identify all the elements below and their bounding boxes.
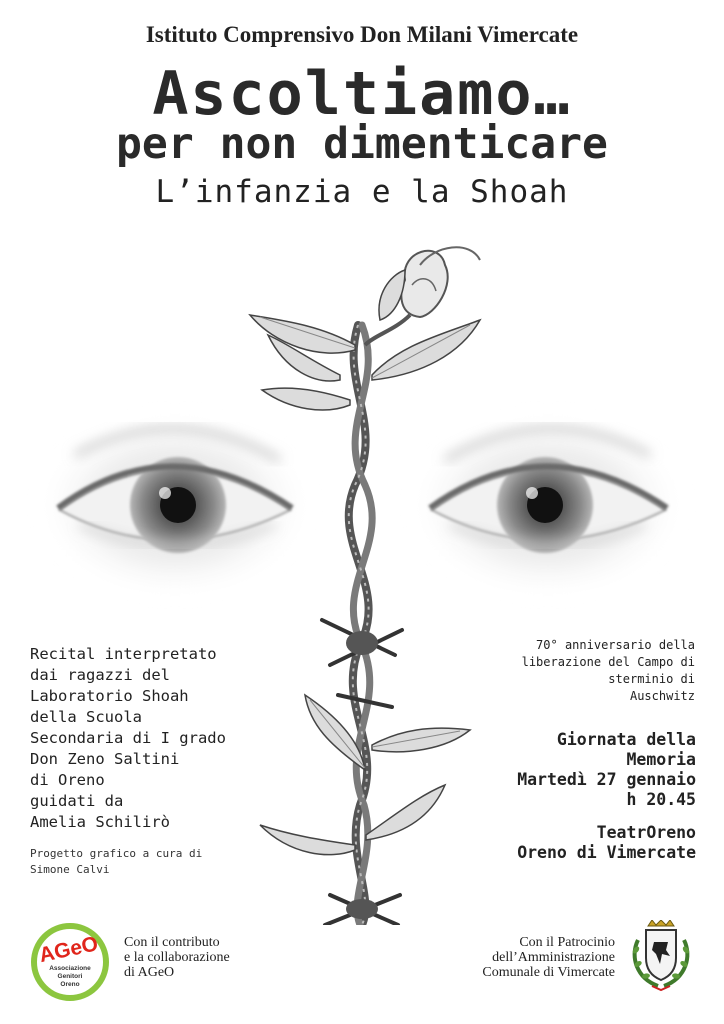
coat-of-arms-icon xyxy=(626,920,696,992)
sponsor-line: Con il contributo xyxy=(124,935,220,950)
subtitle: L’infanzia e la Shoah xyxy=(155,174,569,210)
left-eye xyxy=(35,410,315,600)
event-line: Memoria xyxy=(626,750,696,769)
credit-line: Progetto grafico a cura di xyxy=(30,847,203,860)
ageo-logo xyxy=(30,922,110,1002)
venue-line: TeatrOreno xyxy=(596,823,696,842)
event-date xyxy=(440,730,696,810)
recital-line: della Scuola xyxy=(30,708,142,726)
ageo-logo-sub: Genitori xyxy=(57,973,83,980)
venue-line: Oreno di Vimercate xyxy=(517,843,696,862)
anniversary-line: sterminio di xyxy=(608,672,695,686)
event-line: Martedì 27 gennaio xyxy=(517,770,696,789)
ageo-logo-sub: Associazione xyxy=(49,965,91,972)
recital-line: guidati da xyxy=(30,792,124,810)
sponsor-line: e la collaborazione xyxy=(124,950,230,965)
event-line: h 20.45 xyxy=(626,790,696,809)
institute-name: Istituto Comprensivo Don Milani Vimercate xyxy=(145,22,579,47)
recital-line: di Oreno xyxy=(30,771,105,789)
recital-line: dai ragazzi del xyxy=(30,666,170,684)
anniversary-note xyxy=(460,637,695,705)
graphic-credit xyxy=(30,846,280,878)
ageo-logo-sub: Oreno xyxy=(60,981,80,988)
title-line-1: Ascoltiamo… xyxy=(152,59,572,129)
right-eye xyxy=(408,410,688,600)
event-line: Giornata della xyxy=(556,730,696,749)
recital-description xyxy=(30,644,280,833)
anniversary-line: 70° anniversario della xyxy=(536,638,695,652)
recital-line: Laboratorio Shoah xyxy=(30,687,189,705)
sponsor-line: di AGeO xyxy=(124,965,175,980)
recital-line: Recital interpretato xyxy=(30,645,217,663)
patronage-line: Comunale di Vimercate xyxy=(482,965,615,980)
patronage-line: dell’Amministrazione xyxy=(492,950,615,965)
recital-line: Don Zeno Saltini xyxy=(30,750,180,768)
recital-line: Secondaria di I grado xyxy=(30,729,226,747)
anniversary-line: Auschwitz xyxy=(629,689,695,703)
ageo-logo-text: AGeO xyxy=(37,932,101,968)
patronage-text xyxy=(430,935,615,980)
credit-line: Simone Calvi xyxy=(30,863,110,876)
recital-line: Amelia Schilirò xyxy=(30,813,170,831)
sponsor-text xyxy=(124,935,304,980)
title-line-2: per non dimenticare xyxy=(116,119,608,169)
event-venue xyxy=(440,823,696,863)
anniversary-line: liberazione del Campo di xyxy=(521,655,695,669)
patronage-line: Con il Patrocinio xyxy=(519,935,615,950)
